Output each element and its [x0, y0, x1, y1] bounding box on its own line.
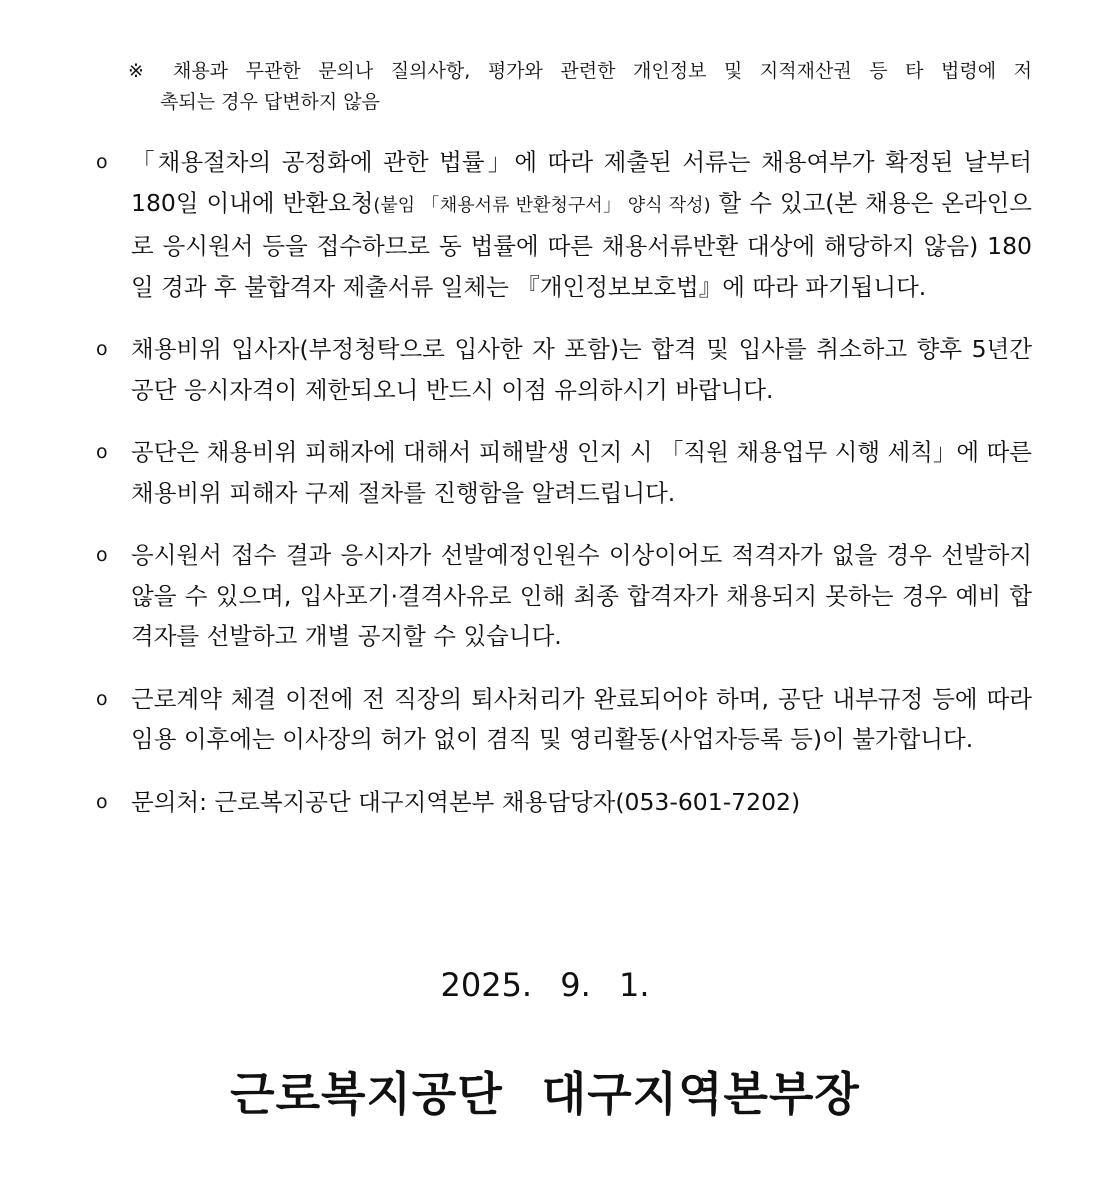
- bullet-icon: o: [96, 544, 108, 566]
- note-line-1: ※ 채용과 무관한 문의나 질의사항, 평가와 관련한 개인정보 및 지적재산권 등 타 법령에 저: [128, 60, 1032, 82]
- item-text-small: (붙임 「채용서류 반환청구서」 양식 작성): [373, 194, 711, 216]
- notice-list: [96, 142, 1032, 844]
- note-line-2: 촉되는 경우 답변하지 않음: [160, 91, 381, 113]
- issuer-signature: 근로복지공단 대구지역본부장: [230, 1067, 860, 1121]
- bullet-icon: o: [96, 338, 108, 360]
- announcement-date: 2025. 9. 1.: [440, 966, 650, 1004]
- item-text: 응시원서 접수 결과 응시자가 선발예정인원수 이상이어도 적격자가 없을 경우 선발하지 않을 수 있으며, 입사포기·결격사유로 인해 최종 합격자가 채용되지 못하는 경우 예비 합격자를 선발하고 개별 공지할 수 있습니다.: [131, 541, 1032, 650]
- bullet-icon: o: [96, 790, 108, 813]
- list-item-employment-contract: [96, 679, 1032, 760]
- notice-note: [128, 56, 1032, 118]
- list-item-hiring-corruption: [96, 329, 1032, 410]
- list-item-victim-relief: [96, 432, 1032, 513]
- item-text: 근로계약 체결 이전에 전 직장의 퇴사처리가 완료되어야 하며, 공단 내부규정 등에 따라 임용 이후에는 이사장의 허가 없이 겸직 및 영리활동(사업자등록 등)이 불가합니다.: [131, 684, 1032, 753]
- item-text: 공단은 채용비위 피해자에 대해서 피해발생 인지 시 「직원 채용업무 시행 세칙」에 따른 채용비위 피해자 구제 절차를 진행함을 알려드립니다.: [131, 438, 1033, 507]
- list-item-contact: [96, 782, 1032, 823]
- item-text-continued: 할 수 있고(본 채용은 온라인으로 응시원서 등을 접수하므로 동 법률에 따른 채용서류반환 대상에 해당하지 않음) 180일 경과 후 불합격자 제출서류 일체는 『개인정보보호법』에 따라 파기됩니다.: [131, 188, 1032, 301]
- item-text: 문의처: 근로복지공단 대구지역본부 채용담당자(053-601-7202): [131, 787, 801, 816]
- bullet-icon: o: [96, 441, 108, 463]
- bullet-icon: o: [96, 687, 108, 710]
- list-item-selection: [96, 535, 1032, 657]
- bullet-icon: o: [96, 151, 108, 173]
- item-text: 채용비위 입사자(부정청탁으로 입사한 자 포함)는 합격 및 입사를 취소하고 향후 5년간 공단 응시자격이 제한되오니 반드시 이점 유의하시기 바랍니다.: [131, 335, 1032, 404]
- item-text: 「채용절차의 공정화에 관한 법률」에 따라 제출된 서류는 채용여부가 확정된 날부터 180일 이내에 반환요청: [131, 148, 1032, 217]
- list-item-document-return: [96, 142, 1032, 307]
